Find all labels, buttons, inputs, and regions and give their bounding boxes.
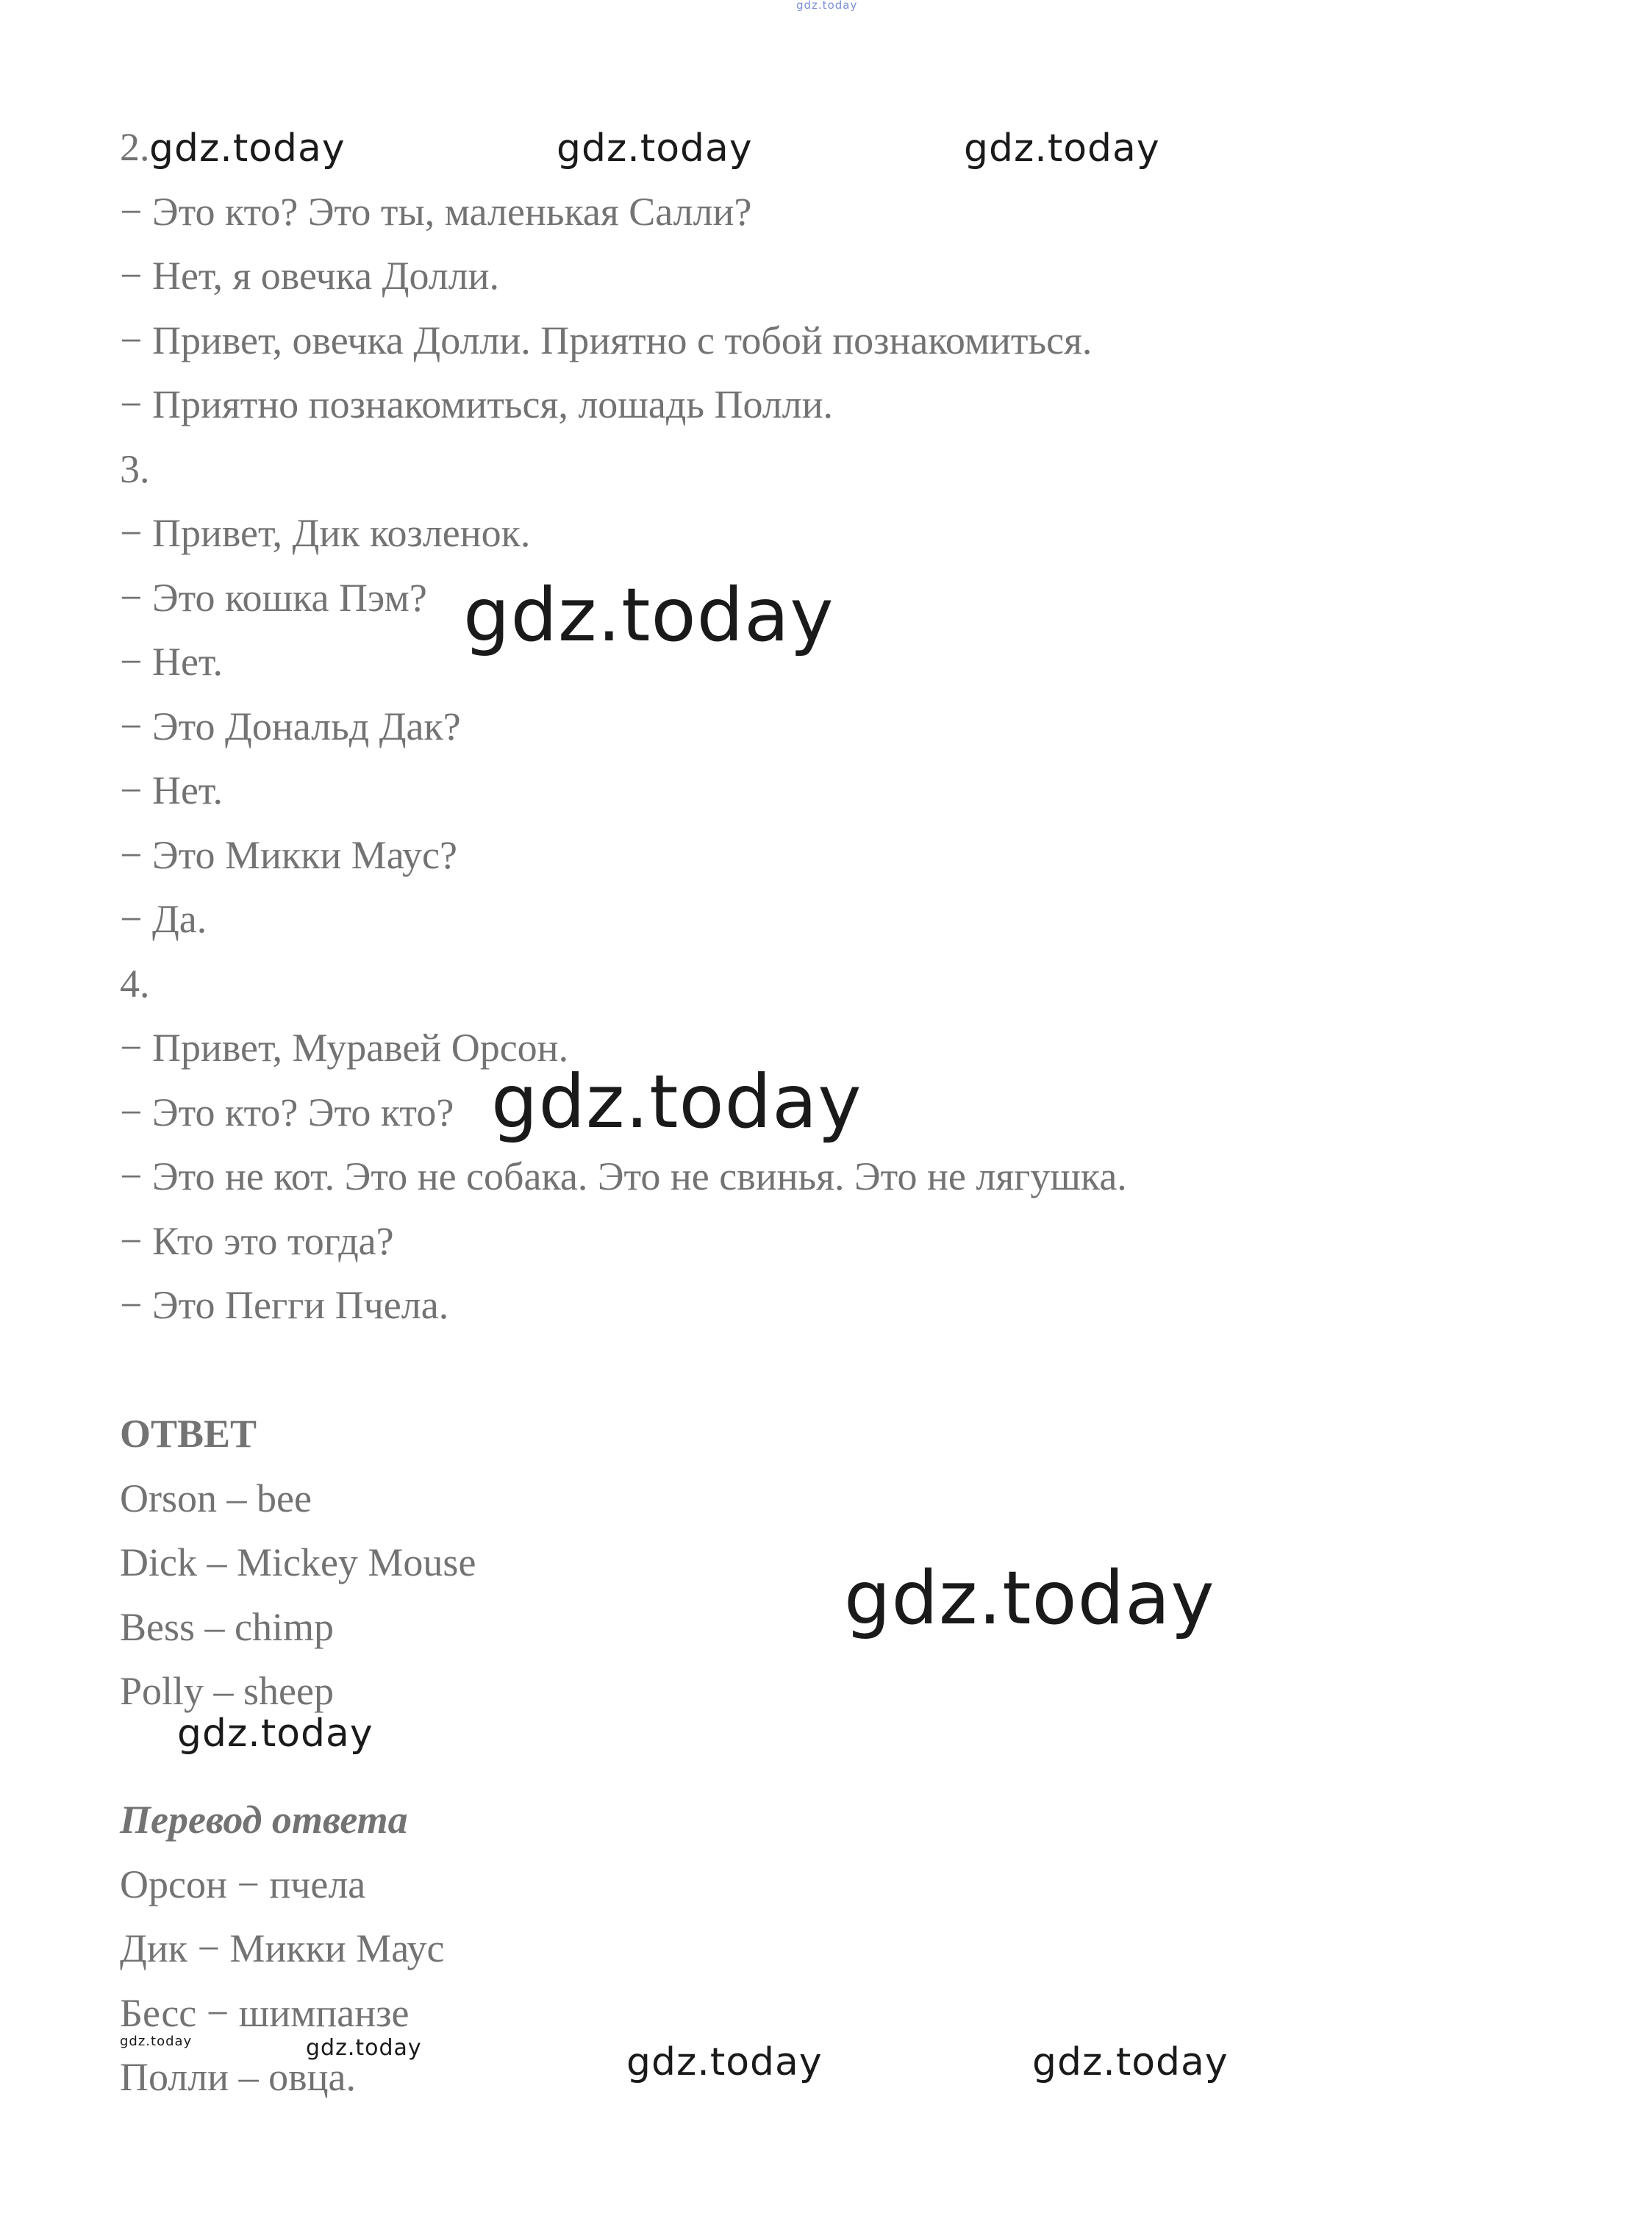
watermark: gdz.today bbox=[844, 1555, 1215, 1641]
answer-item: Polly – sheep bbox=[120, 1669, 334, 1713]
watermark: gdz.today bbox=[306, 2035, 422, 2061]
dialogue-line: − Это кто? Это ты, маленькая Салли? bbox=[120, 190, 752, 234]
dialogue-line: − Это Пегги Пчела. bbox=[120, 1283, 449, 1327]
section-number: 2. bbox=[120, 125, 150, 169]
dialogue-line: − Нет. bbox=[120, 640, 223, 684]
dialogue-line: − Привет, овечка Долли. Приятно с тобой познакомиться. bbox=[120, 318, 1093, 362]
dialogue-line: − Привет, Дик козленок. bbox=[120, 511, 531, 555]
section-number: 3. bbox=[120, 447, 150, 491]
watermark: gdz.today bbox=[964, 126, 1160, 171]
watermark: gdz.today bbox=[626, 2040, 823, 2084]
answer-item: Dick – Mickey Mouse bbox=[120, 1540, 476, 1584]
dialogue-line: − Это Микки Маус? bbox=[120, 833, 457, 877]
translation-heading: Перевод ответа bbox=[120, 1798, 408, 1842]
watermark: gdz.today bbox=[491, 1059, 862, 1145]
dialogue-line: − Да. bbox=[120, 897, 207, 941]
answer-item: Bess – chimp bbox=[120, 1605, 334, 1649]
translation-item: Дик − Микки Маус bbox=[120, 1926, 445, 1970]
dialogue-line: − Это Дональд Дак? bbox=[120, 704, 461, 748]
translation-item: Орсон − пчела bbox=[120, 1862, 366, 1906]
answer-heading: ОТВЕТ bbox=[120, 1412, 257, 1456]
section-number: 4. bbox=[120, 962, 150, 1006]
dialogue-line: − Кто это тогда? bbox=[120, 1219, 394, 1263]
watermark: gdz.today bbox=[557, 126, 753, 171]
watermark: gdz.today bbox=[177, 1712, 373, 1756]
dialogue-line: − Нет. bbox=[120, 768, 223, 812]
watermark: gdz.today bbox=[796, 0, 858, 12]
watermark: gdz.today bbox=[120, 2034, 193, 2049]
watermark: gdz.today bbox=[463, 572, 834, 658]
watermark: gdz.today bbox=[1032, 2040, 1229, 2084]
dialogue-line: − Нет, я овечка Долли. bbox=[120, 254, 500, 298]
dialogue-line: − Это не кот. Это не собака. Это не свинья. Это не лягушка. bbox=[120, 1154, 1127, 1198]
dialogue-line: − Приятно познакомиться, лошадь Полли. bbox=[120, 382, 834, 426]
translation-item: Бесс − шимпанзе bbox=[120, 1991, 410, 2035]
translation-item: Полли – овца. bbox=[120, 2055, 356, 2099]
watermark: gdz.today bbox=[149, 126, 346, 171]
dialogue-line: − Это кто? Это кто? bbox=[120, 1090, 454, 1134]
answer-item: Orson – bee bbox=[120, 1476, 312, 1520]
dialogue-line: − Это кошка Пэм? bbox=[120, 576, 427, 620]
dialogue-line: − Привет, Муравей Орсон. bbox=[120, 1026, 569, 1070]
